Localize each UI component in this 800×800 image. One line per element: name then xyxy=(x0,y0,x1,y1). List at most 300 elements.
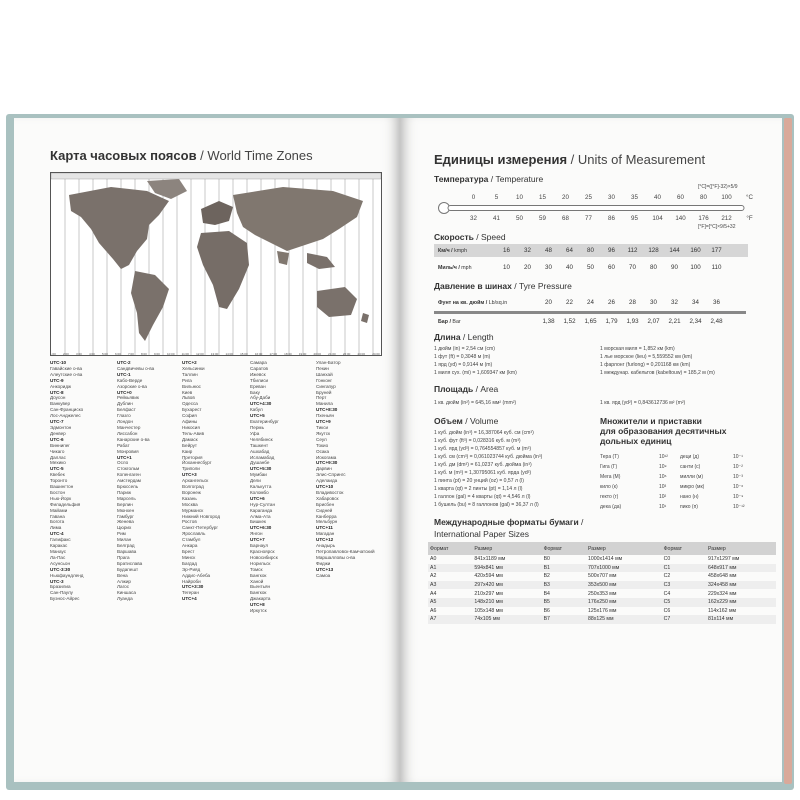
tz-city: Анкара xyxy=(182,543,198,549)
prefixes-multiples-table xyxy=(600,452,671,512)
table-cell: 324x458 мм xyxy=(706,581,776,590)
tz-city: Доусон xyxy=(50,395,66,401)
map-tick: 15:00 xyxy=(240,352,248,356)
tz-city: Осака xyxy=(316,448,330,454)
table-cell: 162x229 мм xyxy=(706,598,776,607)
tz-city: Сидней xyxy=(316,507,333,513)
celsius-value: 60 xyxy=(677,194,684,201)
volume-line: 1 куб. дюйм (in³) = 16,387064 куб. см (cm³) xyxy=(434,430,534,436)
paper-sizes-table xyxy=(428,542,776,624)
tz-city: Богота xyxy=(50,519,65,525)
tz-city: Лиссабон xyxy=(117,430,138,436)
tz-city: Санкт-Петербург xyxy=(182,525,219,531)
psi-label-en: Lb/sq.in xyxy=(488,299,508,306)
map-tick: 23:00 xyxy=(357,352,366,356)
table-cell: C3 xyxy=(662,581,706,590)
tz-city: Канберра xyxy=(316,513,337,519)
table-cell: B1 xyxy=(542,564,586,573)
tz-city: Анкоридж xyxy=(50,383,72,389)
table-row xyxy=(428,564,776,573)
tz-offset-label: UTC+5 xyxy=(250,413,265,419)
tz-city: Лос-Анджелес xyxy=(50,413,81,419)
tz-city: Ханой xyxy=(250,578,264,584)
map-tick: 11:00 xyxy=(181,352,189,356)
tz-city: Ашхабад xyxy=(250,448,270,454)
pressure-value: 24 xyxy=(587,299,594,306)
tz-city: Ташкент xyxy=(250,442,269,448)
tz-city: Киншаса xyxy=(117,590,136,596)
volume-line: 1 куб. м (m³) = 1,30795061 куб. ярда (yd³) xyxy=(434,470,532,476)
column-header: Размер xyxy=(586,542,662,555)
title-en: World Time Zones xyxy=(207,148,313,163)
thermometer-icon xyxy=(434,202,750,214)
volume-line: 1 куб. фут (ft³) = 0,028316 куб. м (m³) xyxy=(434,438,521,444)
bar-label-ru: Бар xyxy=(438,318,448,325)
tz-offset-label: UTC+2 xyxy=(182,360,197,365)
tz-city: Нью-Йорк xyxy=(50,495,72,501)
table-cell: C7 xyxy=(662,615,706,624)
column-header: Размер xyxy=(706,542,776,555)
tz-city: Дублин xyxy=(117,401,133,407)
pressure-label-en: Tyre Pressure xyxy=(518,281,572,291)
table-cell: 841x1189 мм xyxy=(474,556,506,563)
tz-city: Ижевск xyxy=(250,371,266,377)
prefix-name: пико (п) xyxy=(680,504,698,510)
speed-value: 80 xyxy=(587,247,594,254)
table-row xyxy=(428,572,776,581)
volume-heading: Объем / Volume xyxy=(434,416,499,426)
map-tick: 4:00 xyxy=(89,352,95,356)
celsius-value: 100 xyxy=(721,194,732,201)
tz-offset-label: UTC+7 xyxy=(250,537,265,543)
tz-city: Каракас xyxy=(50,543,68,549)
fahrenheit-value: 86 xyxy=(608,215,615,222)
table-cell: 250x353 мм xyxy=(587,590,617,597)
tz-city: Самара xyxy=(250,360,267,365)
table-cell: 74x105 мм xyxy=(472,615,541,624)
map-tick: 6:00 xyxy=(115,352,121,356)
fahrenheit-value: 32 xyxy=(470,215,477,222)
fahrenheit-value: 41 xyxy=(493,215,500,222)
table-cell: 229x324 мм xyxy=(707,590,737,597)
fahrenheit-value: 50 xyxy=(516,215,523,222)
kmph-label-en: kmph xyxy=(454,247,468,254)
tz-city: Новосибирск xyxy=(250,554,278,560)
table-cell: 420x594 мм xyxy=(474,573,503,580)
tz-city: Коломбо xyxy=(250,489,269,495)
tz-city: Бухарест xyxy=(182,407,202,413)
tz-offset-label: UTC+0 xyxy=(117,389,132,395)
tz-city: Майами xyxy=(50,507,68,513)
tz-city: Хельсинки xyxy=(182,365,205,371)
tz-city: Дамаск xyxy=(182,436,198,442)
length-label-ru: Длина xyxy=(434,332,461,342)
tz-city: Магадан xyxy=(316,531,335,537)
tz-city: Минск xyxy=(182,554,196,560)
paper-heading: Международные форматы бумаги / International Paper Sizes xyxy=(434,517,584,539)
pressure-psi-row: Фунт на кв. дюйм / Lb/sq.in 20 22 24 26 28 30 32 34 36 xyxy=(434,296,748,309)
table-cell: 125x176 мм xyxy=(587,607,617,614)
tz-city: Галифакс xyxy=(50,537,71,543)
tz-city: Азорские о-ва xyxy=(117,383,147,389)
tz-offset-label: UTC+8:30 xyxy=(316,407,338,413)
tz-city: Караганда xyxy=(250,507,273,513)
tz-offset-label: UTC-8 xyxy=(50,389,64,395)
tz-offset-label: UTC-9 xyxy=(50,377,64,383)
tz-offset-label: UTC+10 xyxy=(316,484,334,490)
table-row xyxy=(428,589,776,598)
prefix-factor: 10² xyxy=(659,494,667,500)
tz-city: Женева xyxy=(117,519,134,525)
table-row xyxy=(428,607,776,616)
map-tick: 22:00 xyxy=(342,352,351,356)
length-line: 1 миля сух. (mi) = 1,609347 км (km) xyxy=(434,370,517,376)
pressure-value: 30 xyxy=(650,299,657,306)
celsius-unit: °C xyxy=(746,194,753,201)
tz-city: Волгоград xyxy=(182,484,204,490)
table-cell: A7 xyxy=(428,615,472,624)
table-row xyxy=(428,615,776,624)
tz-city: Эр-Рияд xyxy=(182,566,201,572)
tz-offset-label: UTC+11 xyxy=(316,525,333,531)
table-cell: 594x841 мм xyxy=(472,564,541,573)
fahrenheit-scale xyxy=(462,215,761,222)
tz-city: Йоханнесбург xyxy=(182,460,212,466)
map-tick: 14:00 xyxy=(225,352,233,356)
tz-city: Алеутские о-ва xyxy=(50,371,83,377)
table-cell: A1 xyxy=(428,564,472,573)
map-tick: 20:00 xyxy=(313,352,322,356)
temperature-label-en: Temperature xyxy=(495,174,544,184)
tz-city: Пермь xyxy=(250,424,264,430)
celsius-value: 25 xyxy=(585,194,592,201)
tz-column-1 xyxy=(50,360,83,602)
temperature-label-ru: Температура xyxy=(434,174,489,184)
tz-city: Рейкьявик xyxy=(117,395,139,401)
tz-offset-label: UTC-3:30 xyxy=(50,566,71,572)
right-page xyxy=(400,118,782,782)
pressure-value: 34 xyxy=(692,299,699,306)
table-row xyxy=(428,555,776,564)
tz-city: Никосия xyxy=(182,424,200,430)
speed-value: 50 xyxy=(587,264,594,271)
tz-city: Осло xyxy=(117,460,129,466)
celsius-scale xyxy=(462,194,761,201)
tz-city: Баку xyxy=(250,389,260,395)
paper-title-en: International Paper Sizes xyxy=(434,529,529,539)
volume-line: 1 кварта (qt) = 2 пинты (pt) = 1,14 л (l) xyxy=(434,486,523,492)
pressure-value: 2,21 xyxy=(668,318,681,325)
prefix-factor: 10⁻² xyxy=(733,464,743,470)
table-cell: C0 xyxy=(663,556,671,563)
table-cell: 458x648 мм xyxy=(707,573,737,580)
tz-city: Цюрих xyxy=(117,525,132,531)
tz-city: Брюссель xyxy=(117,484,139,490)
table-header-row xyxy=(428,542,776,555)
tz-city: Алжир xyxy=(117,578,131,584)
area-label-ru: Площадь xyxy=(434,384,474,394)
tz-city: Чикаго xyxy=(50,448,65,454)
tz-city: Сеул xyxy=(316,436,327,442)
area-line: 1 кв. дюйм (in²) = 645,16 мм² (mm²) xyxy=(434,400,517,406)
prefix-factor: 10⁻¹ xyxy=(733,454,743,460)
fahrenheit-value: 140 xyxy=(675,215,686,222)
tz-offset-label: UTC-6 xyxy=(50,436,64,442)
map-tick: 13:00 xyxy=(210,352,219,356)
speed-value: 112 xyxy=(627,247,638,254)
prefix-name: Тера (Т) xyxy=(600,454,619,460)
map-tick: 2:00 xyxy=(63,352,69,356)
tz-city: Абу-Даби xyxy=(250,395,271,401)
tz-city: София xyxy=(182,413,197,419)
world-map xyxy=(50,172,382,356)
fahrenheit-value: 104 xyxy=(652,215,663,222)
tz-offset-label: UTC+3:30 xyxy=(182,584,204,590)
tz-city: Петропавловск-Камчатский xyxy=(316,549,375,554)
tz-city: Ростов xyxy=(182,519,197,525)
prefix-factor: 10⁻⁶ xyxy=(733,484,744,490)
tz-city: Уфа xyxy=(250,430,260,436)
length-line: 1 морская миля = 1,852 км (km) xyxy=(600,346,675,352)
tz-city: Бангкок xyxy=(250,590,267,596)
tz-city: Рабат xyxy=(117,442,130,448)
tz-city: Эдмонтон xyxy=(50,424,72,430)
tz-city: Маршалловы о-ва xyxy=(316,554,356,560)
table-cell: A0 xyxy=(430,556,437,563)
tz-city: Вьентьян xyxy=(250,584,271,590)
tz-city: Париж xyxy=(117,489,132,495)
fahrenheit-value: 68 xyxy=(562,215,569,222)
speed-value: 160 xyxy=(690,247,701,254)
prefixes-title-line: Множители и приставки xyxy=(600,416,702,426)
tz-city: Анадырь xyxy=(316,543,336,549)
table-cell: C5 xyxy=(662,598,706,607)
tz-city: Томск xyxy=(250,566,263,572)
tz-offset-label: UTC+4:30 xyxy=(250,401,272,407)
psi-label-ru: Фунт на кв. дюйм xyxy=(438,299,485,306)
pressure-value: 1,93 xyxy=(626,318,639,325)
tz-city: Иркутск xyxy=(250,608,267,614)
table-cell: 88x125 мм xyxy=(586,615,662,624)
tz-city: Будапешт xyxy=(117,566,139,572)
length-heading: Длина / Length xyxy=(434,332,494,342)
tz-city: Филадельфия xyxy=(50,501,81,507)
tz-city: Норильск xyxy=(250,560,271,566)
length-label-en: Length xyxy=(467,332,494,342)
tz-offset-label: UTC+12 xyxy=(316,537,334,543)
volume-label-en: Volume xyxy=(469,416,499,426)
tz-city: Гавайские о-ва xyxy=(50,365,83,371)
tz-city: Мумбаи xyxy=(250,472,267,478)
tz-city: Манила xyxy=(316,401,333,407)
prefix-factor: 10⁻³ xyxy=(733,474,743,480)
map-tick: 7:00 xyxy=(128,352,134,356)
tz-city: Иокогама xyxy=(316,454,337,460)
tz-city: Вена xyxy=(117,572,128,578)
tz-city: Ереван xyxy=(250,383,266,389)
pressure-value: 22 xyxy=(566,299,573,306)
column-header: Размер xyxy=(472,542,541,555)
tz-city: Прага xyxy=(117,554,130,560)
table-cell: 297x420 мм xyxy=(472,581,541,590)
celsius-value: 20 xyxy=(562,194,569,201)
pressure-bar-row: Бар / Bar 1,38 1,52 1,65 1,79 1,93 2,07 2,21 2,34 2,48 xyxy=(434,315,748,328)
column-header: Формат xyxy=(542,542,586,555)
volume-line: 1 пинта (pt) = 20 унций (oz) = 0,57 л (l) xyxy=(434,478,524,484)
tz-offset-label: UTC-1 xyxy=(117,371,131,377)
tz-offset-label: UTC+1 xyxy=(117,454,132,460)
tz-city: Бостон xyxy=(50,489,66,495)
fahrenheit-value: 95 xyxy=(631,215,638,222)
tz-city: Ванкувер xyxy=(50,401,71,407)
prefix-factor: 10⁻⁹ xyxy=(733,494,744,500)
tz-city: Афины xyxy=(182,419,198,425)
tz-city: Лондон xyxy=(117,419,133,425)
prefix-factor: 10³ xyxy=(659,484,667,490)
speed-value: 10 xyxy=(503,264,510,271)
tz-city: Глазго xyxy=(117,413,131,419)
tz-city: Багдад xyxy=(182,560,197,566)
tz-offset-label: UTC-7 xyxy=(50,419,64,425)
speed-value: 177 xyxy=(711,247,722,254)
tz-city: Элис-Спрингс xyxy=(316,472,346,478)
tz-city: Бразилиа xyxy=(50,584,71,590)
title-ru: Единицы измерения xyxy=(434,152,568,167)
celsius-value: 10 xyxy=(516,194,523,201)
table-row xyxy=(428,581,776,590)
tz-city: Пхеньян xyxy=(316,413,335,419)
speed-value: 64 xyxy=(566,247,573,254)
pressure-value: 28 xyxy=(629,299,636,306)
prefixes-fractions-table xyxy=(680,452,748,512)
tz-city: Рим xyxy=(117,531,126,537)
pressure-value: 1,52 xyxy=(563,318,576,325)
volume-line: 1 куб. см (cm³) = 0,061023744 куб. дюйма (in³) xyxy=(434,454,543,460)
tz-city: Буэнос-Айрес xyxy=(50,596,80,602)
tz-city: Копенгаген xyxy=(117,472,141,478)
map-tick: 21:00 xyxy=(328,352,336,356)
tz-city: Манаус xyxy=(50,549,67,554)
speed-value: 90 xyxy=(671,264,678,271)
celsius-value: 35 xyxy=(631,194,638,201)
table-cell: 210x297 мм xyxy=(474,590,503,597)
tz-city: Аддис-Абеба xyxy=(182,572,211,578)
tz-city: Саратов xyxy=(250,365,268,371)
table-row xyxy=(428,598,776,607)
prefix-factor: 10¹² xyxy=(659,454,668,460)
tz-offset-label: UTC+4 xyxy=(182,596,197,602)
map-tick: 10:00 xyxy=(167,352,175,356)
tz-city: Хабаровск xyxy=(316,495,339,501)
prefix-name: Гига (Г) xyxy=(600,464,618,470)
table-cell: A2 xyxy=(430,573,437,580)
tz-column-3 xyxy=(182,360,220,602)
pressure-value: 26 xyxy=(608,299,615,306)
prefix-factor: 10⁶ xyxy=(659,474,667,480)
tz-city: Бангкок xyxy=(250,572,267,578)
table-cell: B2 xyxy=(543,573,550,580)
tz-city: Алма-Ата xyxy=(250,513,271,519)
fahrenheit-value: 176 xyxy=(698,215,709,222)
area-heading: Площадь / Area xyxy=(434,384,499,394)
map-tick: 12:00 xyxy=(196,352,204,356)
tz-city: Казань xyxy=(182,495,197,501)
tz-city: Бишкек xyxy=(250,519,266,525)
speed-value: 48 xyxy=(545,247,552,254)
tz-city: Манчестер xyxy=(117,424,141,430)
table-cell: 353x500 мм xyxy=(586,581,662,590)
tz-offset-label: UTC-5 xyxy=(50,466,64,472)
tz-offset-label: UTC+13 xyxy=(316,566,334,572)
fahrenheit-value: 77 xyxy=(585,215,592,222)
length-line: 1 фут (ft) = 0,3048 м (m) xyxy=(434,354,491,360)
speed-value: 20 xyxy=(524,264,531,271)
map-tick: 9:00 xyxy=(154,352,160,356)
tz-offset-label: UTC+9:30 xyxy=(316,460,338,466)
world-time-zones-title: Карта часовых поясов / World Time Zones xyxy=(50,148,313,163)
tz-city: Ла-Пас xyxy=(50,554,66,560)
mph-label-ru: Миль/ч xyxy=(438,264,457,271)
tz-city: Токио xyxy=(316,442,329,448)
tz-column-2 xyxy=(117,360,154,602)
table-cell: B6 xyxy=(543,607,550,614)
tz-city: Бейрут xyxy=(182,442,198,448)
tz-city: Вашингтон xyxy=(50,484,74,490)
tz-city: Канарские о-ва xyxy=(117,436,150,442)
tz-city: Брест xyxy=(182,549,195,554)
tz-city: Кабо-Верде xyxy=(117,377,143,383)
table-cell: B5 xyxy=(542,598,586,607)
speed-label-ru: Скорость xyxy=(434,232,474,242)
tz-city: Екатеринбург xyxy=(250,419,279,425)
tz-city: Стамбул xyxy=(182,537,201,543)
volume-line: 1 галлон (gal) = 4 кварты (qt) = 4,546 л (l) xyxy=(434,494,531,500)
pressure-value: 1,65 xyxy=(584,318,597,325)
pressure-value: 20 xyxy=(545,299,552,306)
tz-city: Сан-Франциско xyxy=(50,407,84,413)
tz-city: Мюнхен xyxy=(117,507,135,513)
celsius-value: 30 xyxy=(608,194,615,201)
tz-city: Сан-Паулу xyxy=(50,590,73,596)
tz-city: Варшава xyxy=(117,549,137,554)
speed-value: 144 xyxy=(669,247,680,254)
tz-city: Даллас xyxy=(50,454,66,460)
tz-city: Ярославль xyxy=(182,531,206,537)
tz-city: Ньюфаундленд xyxy=(50,572,84,578)
tz-city: Берлин xyxy=(117,501,133,507)
table-cell: A4 xyxy=(430,590,437,597)
tz-city: Калькутта xyxy=(250,484,272,490)
tz-city: Гавана xyxy=(50,513,65,519)
pressure-value: 2,34 xyxy=(689,318,702,325)
pressure-value: 32 xyxy=(671,299,678,306)
tz-offset-label: UTC-10 xyxy=(50,360,67,365)
prefix-name: кило (к) xyxy=(600,484,618,490)
prefix-name: милли (м) xyxy=(680,474,704,480)
tz-city: Квебек xyxy=(50,472,65,478)
speed-value: 80 xyxy=(650,264,657,271)
mph-label-en: mph xyxy=(461,264,472,271)
speed-value: 16 xyxy=(503,247,510,254)
tz-offset-label: UTC-3 xyxy=(50,578,64,584)
table-cell: 105x148 мм xyxy=(474,607,503,614)
length-line: 1 междунар. кабельтов (kabeltouw) = 185,2 м (m) xyxy=(600,370,715,376)
pressure-value: 36 xyxy=(713,299,720,306)
tz-city: Пекин xyxy=(316,365,329,371)
tz-city: Стокгольм xyxy=(117,466,140,472)
celsius-value: 15 xyxy=(539,194,546,201)
table-cell: B3 xyxy=(542,581,586,590)
